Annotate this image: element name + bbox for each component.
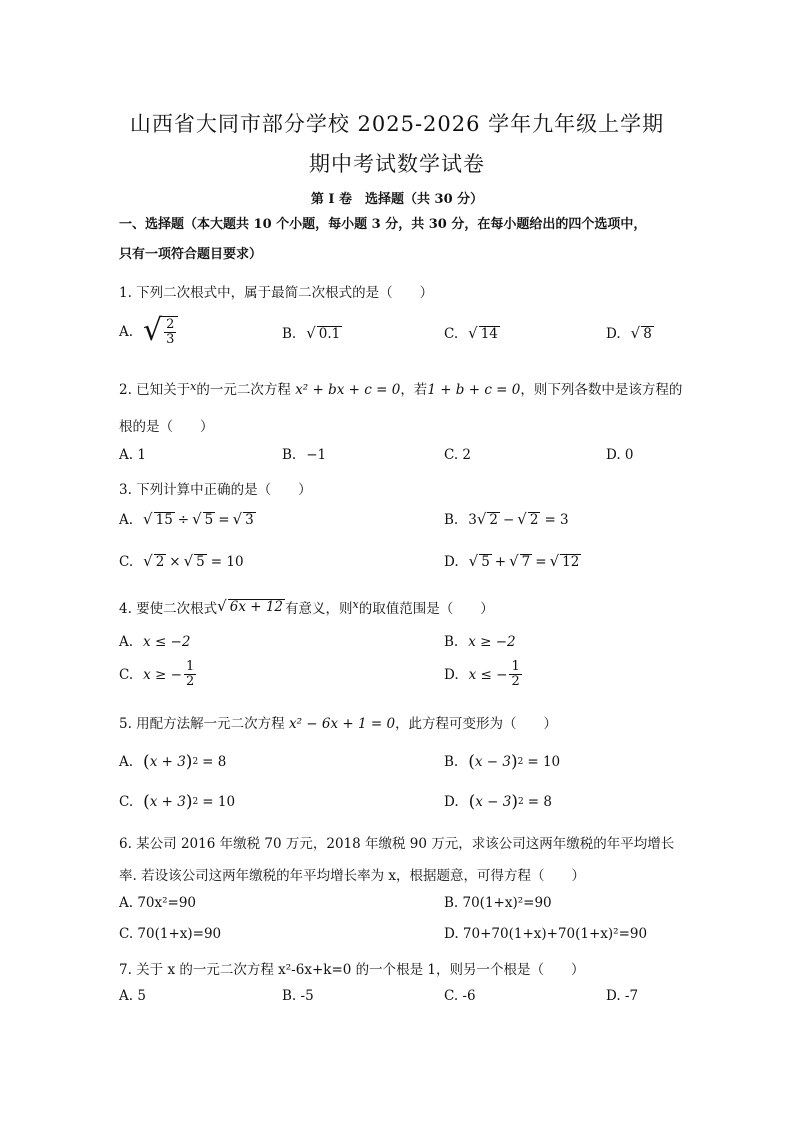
question-6-stem-line1: 6. 某公司 2016 年缴税 70 万元，2018 年缴税 90 万元，求该公司这两年缴税的年平均增长 — [119, 836, 675, 852]
question-7-option-d: D. -7 — [606, 988, 639, 1004]
fraction-numerator: 2 — [166, 317, 175, 332]
option-label: B. — [444, 754, 459, 770]
fraction-numerator: 1 — [185, 659, 195, 674]
result: = 10 — [202, 794, 236, 810]
option-label: A. — [119, 634, 134, 650]
question-5-option-b: B. ( x − 3 ) 2 = 10 — [444, 752, 561, 772]
exam-title-line1: 山西省大同市部分学校 2025-2026 学年九年级上学期 — [129, 112, 665, 136]
option-label: D. — [444, 554, 459, 571]
result: = 10 — [210, 554, 244, 571]
option-label: B. — [444, 512, 459, 529]
question-3-option-b — [444, 512, 569, 529]
radicand: 2 — [529, 512, 539, 528]
sqrt-expression: √ 14 — [468, 324, 498, 342]
question-4-stem — [119, 597, 494, 617]
fraction-denominator: 3 — [166, 332, 175, 348]
operator: × — [169, 554, 181, 571]
question-1-option-d — [606, 326, 654, 343]
question-3-stem: 3. 下列计算中正确的是（ ） — [119, 482, 312, 498]
question-4-option-b — [444, 634, 516, 650]
inequality-prefix: x ≤ − — [468, 666, 508, 683]
option-label: A. — [119, 754, 134, 770]
question-4-option-d — [444, 660, 524, 690]
sqrt-expression: √ 8 — [630, 324, 652, 342]
question-7-stem: 7. 关于 x 的一元二次方程 x²-6x+k=0 的一个根是 1，则另一个根是（ ） — [119, 962, 585, 978]
inequality-prefix: x ≥ − — [143, 666, 182, 683]
sqrt-expression: √ 2 — [517, 510, 539, 528]
sqrt-expression: √ 6x + 12 — [217, 596, 284, 615]
part-subtitle: 第 I 卷 选择题（共 30 分） — [310, 192, 484, 207]
stem-text: ，则下列各数中是该方程的 — [520, 382, 683, 398]
operator: + — [494, 554, 507, 571]
radicand: 8 — [643, 326, 652, 342]
exponent: 2 — [192, 757, 199, 767]
exam-title-line2: 期中考试数学试卷 — [309, 152, 485, 176]
result: = 3 — [544, 512, 569, 529]
result: = 8 — [202, 754, 227, 770]
radicand: 14 — [480, 326, 498, 342]
question-5-stem — [119, 712, 557, 732]
option-label: A. — [119, 323, 134, 340]
operator: ÷ — [177, 512, 190, 529]
equation: x² + bx + c = 0 — [295, 382, 401, 398]
question-6-option-c: C. 70(1+x)=90 — [119, 926, 222, 942]
radicand: 2 — [489, 512, 498, 528]
operator: − — [502, 512, 515, 529]
question-7-option-a: A. 5 — [119, 988, 146, 1004]
question-2-option-d: D. 0 — [606, 447, 634, 463]
option-label: D. — [444, 794, 459, 810]
option-label: D. — [444, 666, 459, 683]
option-expression: x + 3 — [149, 794, 186, 810]
exponent: 2 — [192, 797, 199, 807]
variable-x: x — [352, 597, 359, 611]
question-4-option-c — [119, 660, 198, 690]
operator: = — [535, 554, 547, 571]
question-2-stem-line2: 根的是（ ） — [119, 419, 214, 435]
coefficient: 3 — [468, 512, 477, 529]
option-label: C. — [119, 794, 134, 810]
question-7-option-b: B. -5 — [282, 988, 314, 1004]
question-2-option-b — [282, 447, 326, 463]
result: = 10 — [527, 754, 561, 770]
question-3-option-d — [444, 554, 581, 571]
question-3-option-a — [119, 512, 256, 529]
question-7-option-c: C. -6 — [444, 988, 476, 1004]
option-label: C. — [119, 554, 134, 571]
radicand: 5 — [196, 554, 205, 570]
option-value: x ≥ −2 — [468, 634, 516, 650]
question-1-option-a — [119, 313, 178, 348]
equation: x² − 6x + 1 = 0 — [288, 716, 396, 732]
stem-text: 2. 已知关于 — [119, 382, 191, 398]
question-2-option-c: C. 2 — [444, 447, 472, 463]
exponent: 2 — [518, 797, 524, 807]
sqrt-expression: √ 15 — [143, 510, 173, 528]
option-label: A. — [119, 512, 134, 529]
sqrt-expression: √ 2 — [476, 510, 498, 528]
option-label: C. — [444, 326, 459, 343]
sqrt-expression: √ 5 — [192, 510, 214, 528]
option-label: D. — [606, 326, 621, 343]
variable-x: x — [190, 380, 197, 393]
option-value: −1 — [306, 447, 327, 463]
stem-text: 4. 要使二次根式 — [119, 601, 218, 617]
operator: = — [218, 512, 230, 529]
sqrt-expression: √ 5 — [183, 552, 205, 570]
sqrt-expression: √ $\frac{2}{3}$ — [143, 316, 178, 348]
option-label: B. — [282, 326, 297, 343]
stem-text: ，此方程可变形为（ ） — [395, 716, 558, 732]
sqrt-expression: √ 3 — [232, 510, 254, 528]
sqrt-expression: √ 12 — [549, 552, 580, 570]
question-2-option-a: A. 1 — [119, 447, 146, 463]
exponent: 2 — [517, 757, 524, 767]
fraction-denominator: 2 — [511, 674, 520, 690]
question-4-option-a — [119, 634, 190, 650]
radicand: 0.1 — [318, 326, 341, 342]
radicand: 5 — [204, 512, 214, 528]
stem-text: 有意义，则 — [285, 601, 353, 617]
radicand: 5 — [481, 554, 490, 570]
radicand: 6x + 12 — [229, 598, 284, 615]
question-6-option-b: B. 70(1+x)²=90 — [444, 895, 552, 911]
question-2-stem-line1 — [119, 378, 682, 398]
sqrt-expression: √ 2 — [143, 552, 165, 570]
question-1-option-b — [282, 326, 342, 343]
question-3-option-c — [119, 554, 244, 571]
stem-text: 的一元二次方程 — [196, 382, 291, 398]
fraction-numerator: 1 — [511, 659, 520, 674]
stem-text: 5. 用配方法解一元二次方程 — [119, 716, 285, 732]
question-1-option-c — [444, 326, 500, 343]
radicand: 15 — [155, 512, 173, 528]
radicand: 7 — [521, 554, 531, 570]
question-5-option-a: A. ( x + 3 ) 2 = 8 — [119, 752, 227, 772]
option-expression: x − 3 — [474, 754, 511, 770]
option-label: B. — [444, 634, 459, 650]
radicand: 12 — [562, 554, 580, 570]
question-6-stem-line2: 率. 若设该公司这两年缴税的年平均增长率为 x，根据题意，可得方程（ ） — [119, 868, 585, 884]
option-value: x ≤ −2 — [143, 634, 191, 650]
option-label: C. — [119, 666, 134, 683]
question-6-option-d: D. 70+70(1+x)+70(1+x)²=90 — [444, 926, 648, 942]
section-heading-line1: 一、选择题（本大题共 10 个小题，每小题 3 分，共 30 分，在每小题给出的四个选项中， — [119, 217, 647, 232]
radicand: 3 — [245, 512, 254, 528]
stem-text: 的取值范围是（ ） — [358, 601, 494, 617]
question-1-stem: 1. 下列二次根式中，属于最简二次根式的是（ ） — [119, 285, 434, 301]
fraction-denominator: 2 — [185, 674, 195, 690]
section-heading-line2: 只有一项符合题目要求） — [119, 247, 263, 262]
question-6-option-a: A. 70x²=90 — [119, 895, 197, 911]
option-expression: x + 3 — [149, 754, 186, 770]
radicand: 2 — [155, 554, 165, 570]
option-label: B. — [282, 447, 297, 463]
sqrt-expression: √ 0.1 — [306, 324, 341, 342]
question-5-option-d: D. ( x − 3 ) 2 = 8 — [444, 792, 552, 812]
stem-text: ，若 — [400, 382, 428, 398]
result: = 8 — [527, 794, 552, 810]
section-heading — [119, 210, 679, 270]
condition-equation: 1 + b + c = 0 — [427, 382, 521, 398]
option-expression: x − 3 — [475, 794, 512, 810]
sqrt-expression: √ 7 — [509, 552, 531, 570]
sqrt-expression: √ 5 — [468, 552, 490, 570]
question-5-option-c: C. ( x + 3 ) 2 = 10 — [119, 792, 236, 812]
